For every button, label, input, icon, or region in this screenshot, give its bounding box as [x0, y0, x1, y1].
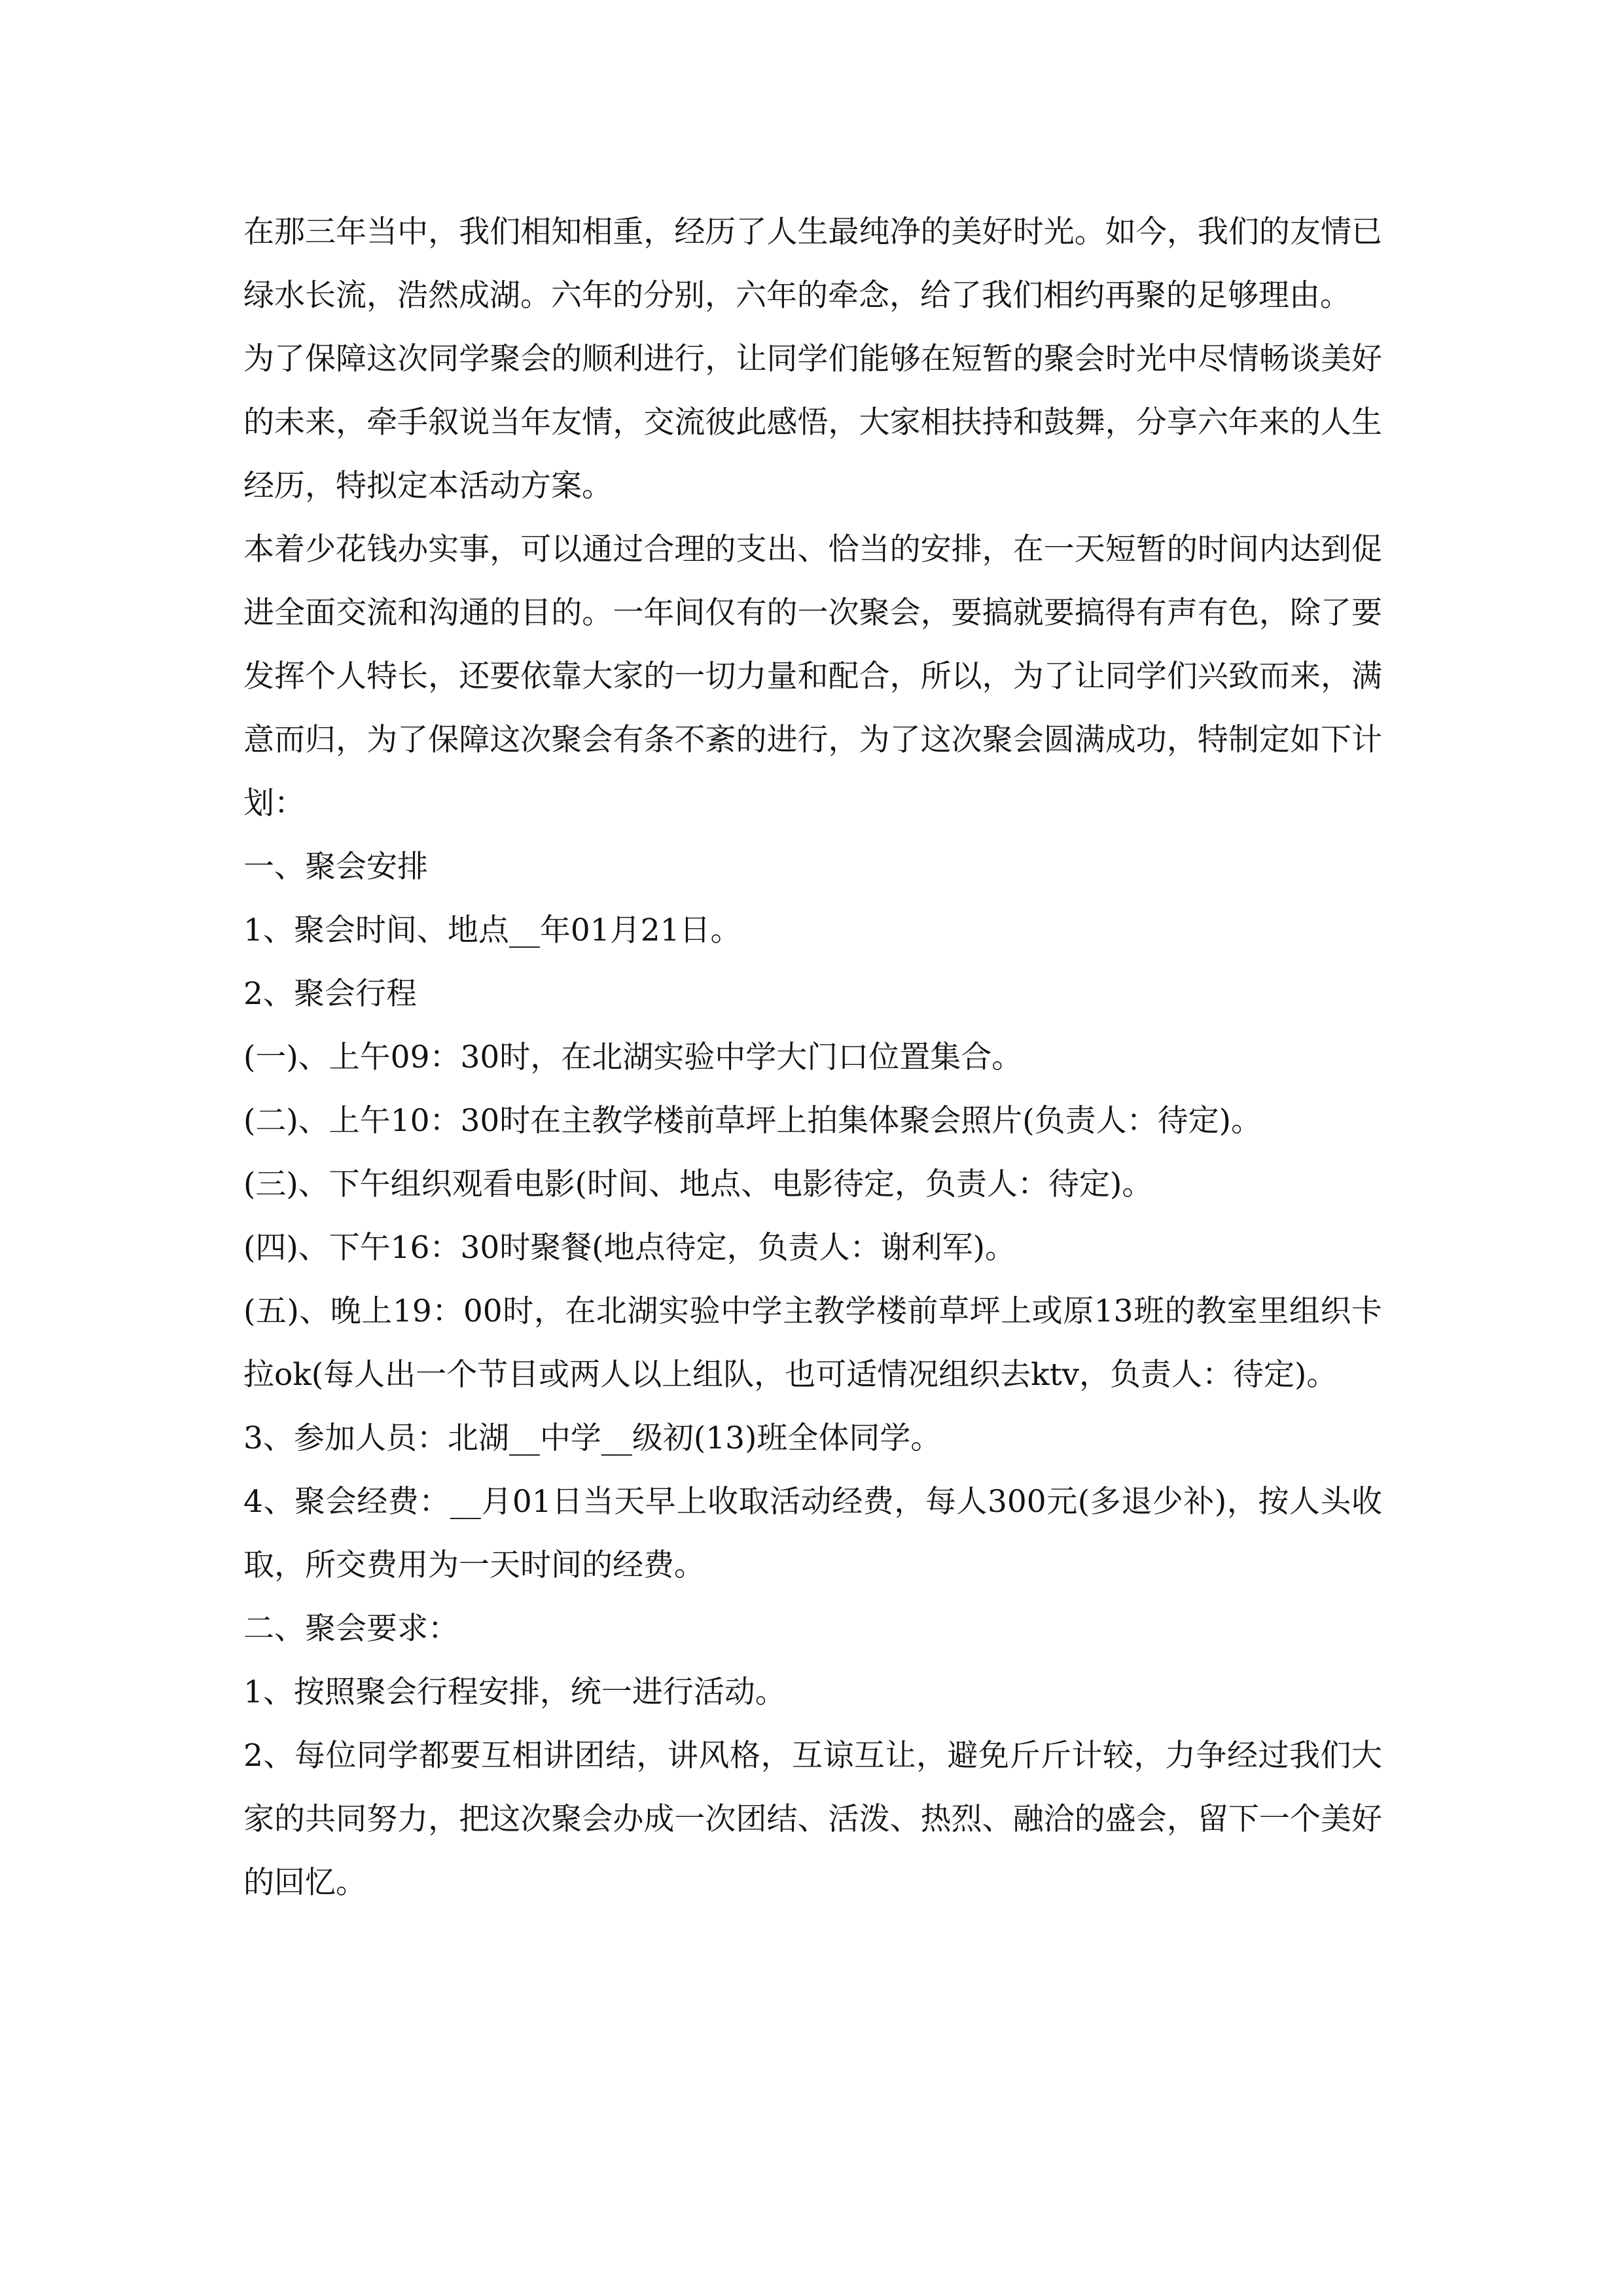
section-heading-requirements: 二、聚会要求： [243, 1611, 459, 1647]
item-itinerary: 2、聚会行程 [243, 976, 417, 1012]
section-heading-arrangement: 一、聚会安排 [243, 849, 428, 885]
item-participants: 3、参加人员：北湖__中学__级初(13)班全体同学。 [243, 1420, 942, 1456]
itinerary-step-3: (三)、下午组织观看电影(时间、地点、电影待定，负责人：待定)。 [243, 1166, 1153, 1202]
purpose-paragraph: 为了保障这次同学聚会的顺利进行，让同学们能够在短暂的聚会时光中尽情畅谈美好的未来，牵手叙说当年友情，交流彼此感悟，大家相扶持和鼓舞，分享六年来的人生经历，特拟定本活动方案。 [243, 341, 1382, 504]
itinerary-step-5: (五)、晚上19：00时，在北湖实验中学主教学楼前草坪上或原13班的教室里组织卡拉ok(每人出一个节目或两人以上组队，也可适情况组织去ktv，负责人：待定)。 [243, 1293, 1382, 1393]
itinerary-step-1: (一)、上午09：30时，在北湖实验中学大门口位置集合。 [243, 1039, 1023, 1075]
intro-paragraph: 在那三年当中，我们相知相重，经历了人生最纯净的美好时光。如今，我们的友情已绿水长流，浩然成湖。六年的分别，六年的牵念，给了我们相约再聚的足够理由。 [243, 214, 1382, 314]
principle-paragraph: 本着少花钱办实事，可以通过合理的支出、恰当的安排，在一天短暂的时间内达到促进全面交流和沟通的目的。一年间仅有的一次聚会，要搞就要搞得有声有色，除了要发挥个人特长，还要依靠大家的一切力量和配合，所以，为了让同学们兴致而来，满意而归，为了保障这次聚会有条不紊的进行，为了这次聚会圆满成功，特制定如下计划： [243, 531, 1382, 821]
requirement-1: 1、按照聚会行程安排，统一进行活动。 [243, 1674, 786, 1710]
itinerary-step-2: (二)、上午10：30时在主教学楼前草坪上拍集体聚会照片(负责人：待定)。 [243, 1103, 1262, 1139]
document-body [243, 200, 1382, 1914]
itinerary-step-4: (四)、下午16：30时聚餐(地点待定，负责人：谢利军)。 [243, 1230, 1016, 1266]
requirement-2: 2、每位同学都要互相讲团结，讲风格，互谅互让，避免斤斤计较，力争经过我们大家的共同努力，把这次聚会办成一次团结、活泼、热烈、融洽的盛会，留下一个美好的回忆。 [243, 1738, 1382, 1901]
item-funding: 4、聚会经费：__月01日当天早上收取活动经费，每人300元(多退少补)，按人头收取，所交费用为一天时间的经费。 [243, 1484, 1382, 1583]
item-time-location: 1、聚会时间、地点__年01月21日。 [243, 912, 741, 948]
